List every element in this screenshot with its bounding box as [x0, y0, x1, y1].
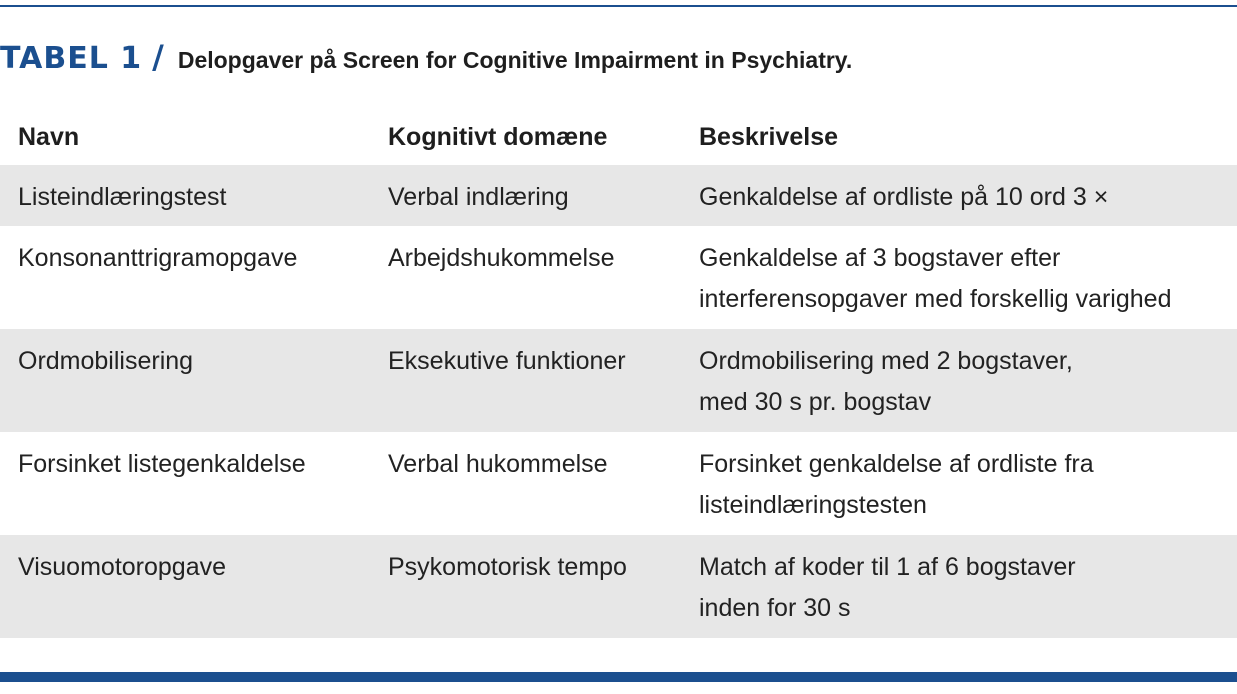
cell-name: Visuomotoropgave	[18, 553, 227, 581]
description-line: Forsinket genkaldelse af ordliste fra	[699, 450, 1094, 478]
cell-domain: Eksekutive funktioner	[388, 347, 626, 375]
data-table	[0, 110, 1237, 638]
table-row	[0, 165, 1237, 226]
cell-description	[699, 341, 1237, 422]
cell-domain: Verbal hukommelse	[388, 450, 608, 478]
cell-description	[699, 238, 1237, 319]
top-rule	[0, 5, 1237, 7]
header-description: Beskrivelse	[699, 123, 839, 151]
table-row	[0, 226, 1237, 329]
caption-separator: /	[152, 38, 164, 76]
cell-description	[699, 444, 1237, 525]
header-domain: Kognitivt domæne	[388, 123, 608, 151]
header-name: Navn	[18, 123, 80, 151]
description-line: Genkaldelse af ordliste på 10 ord 3 ×	[699, 183, 1109, 211]
description-line: inden for 30 s	[699, 594, 851, 622]
table-row	[0, 432, 1237, 535]
cell-name: Forsinket listegenkaldelse	[18, 450, 306, 478]
cell-name: Konsonanttrigramopgave	[18, 244, 298, 272]
table-caption	[0, 38, 852, 78]
description-line: listeindlæringstesten	[699, 491, 927, 519]
cell-description	[699, 547, 1237, 628]
cell-description	[699, 177, 1237, 216]
table-number: TABEL 1	[0, 41, 143, 76]
description-line: interferensopgaver med forskellig varighed	[699, 285, 1172, 313]
bottom-rule	[0, 672, 1237, 682]
cell-domain: Arbejdshukommelse	[388, 244, 615, 272]
table-row	[0, 329, 1237, 432]
description-line: Match af koder til 1 af 6 bogstaver	[699, 553, 1076, 581]
table-header-row	[0, 110, 1237, 165]
table-row	[0, 535, 1237, 638]
cell-domain: Verbal indlæring	[388, 183, 569, 211]
cell-name: Ordmobilisering	[18, 347, 194, 375]
cell-name: Listeindlæringstest	[18, 183, 227, 211]
cell-domain: Psykomotorisk tempo	[388, 553, 627, 581]
description-line: med 30 s pr. bogstav	[699, 388, 932, 416]
caption-text: Delopgaver på Screen for Cognitive Impairment in Psychiatry.	[177, 47, 853, 73]
description-line: Ordmobilisering med 2 bogstaver,	[699, 347, 1073, 375]
description-line: Genkaldelse af 3 bogstaver efter	[699, 244, 1061, 272]
